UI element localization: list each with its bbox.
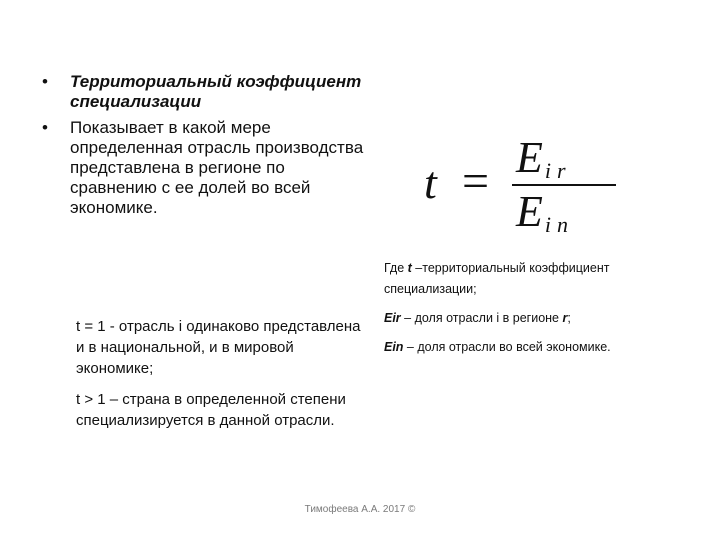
definition-term: t [407, 261, 412, 275]
bullet-text: Показывает в какой мере определенная отрасль производства представлена в регионе по сравнению с ее долей во всей экономике. [70, 118, 364, 217]
definition-term: Ein [384, 340, 404, 354]
bullet-dot-icon: • [42, 118, 48, 137]
formula-denominator [516, 187, 575, 241]
definition-text: ; [567, 311, 571, 325]
definition-t [384, 258, 684, 300]
definition-text: – доля отрасли i в регионе [400, 311, 563, 325]
fraction-line [512, 184, 616, 186]
footer-copyright: Тимофеева А.А. 2017 © [304, 504, 416, 515]
formula-denominator-main: E [516, 187, 543, 236]
definition-term: Eir [384, 311, 401, 325]
bullet-item [42, 118, 372, 218]
bullet-text: Территориальный коэффициент специализации [70, 72, 362, 111]
definitions [384, 258, 684, 366]
formula-numerator [516, 133, 572, 187]
formula-numerator-main: E [516, 133, 543, 182]
notes [76, 316, 366, 441]
formula-lhs: t [424, 157, 437, 208]
definition-term: r [562, 311, 568, 325]
definition-text: –территориальный коэффициент специализации; [384, 261, 610, 296]
definition-ein [384, 337, 684, 358]
bullet-list [42, 72, 372, 224]
definition-text: – доля отрасли во всей экономике. [403, 340, 611, 354]
note-t-greater-1: t > 1 – страна в определенной степени специализируется в данной отрасли. [76, 391, 346, 429]
definition-prefix: Где [384, 261, 408, 275]
formula-denominator-sub: in [544, 212, 575, 237]
formula [420, 132, 620, 237]
formula-numerator-sub: ir [544, 158, 572, 183]
bullet-item [42, 72, 372, 112]
formula-equals: = [462, 155, 490, 208]
definition-eir [384, 308, 684, 329]
note-t-equals-1: t = 1 - отрасль i одинаково представлена и в национальной, и в мировой экономике; [76, 318, 361, 377]
bullet-dot-icon: • [42, 72, 48, 91]
